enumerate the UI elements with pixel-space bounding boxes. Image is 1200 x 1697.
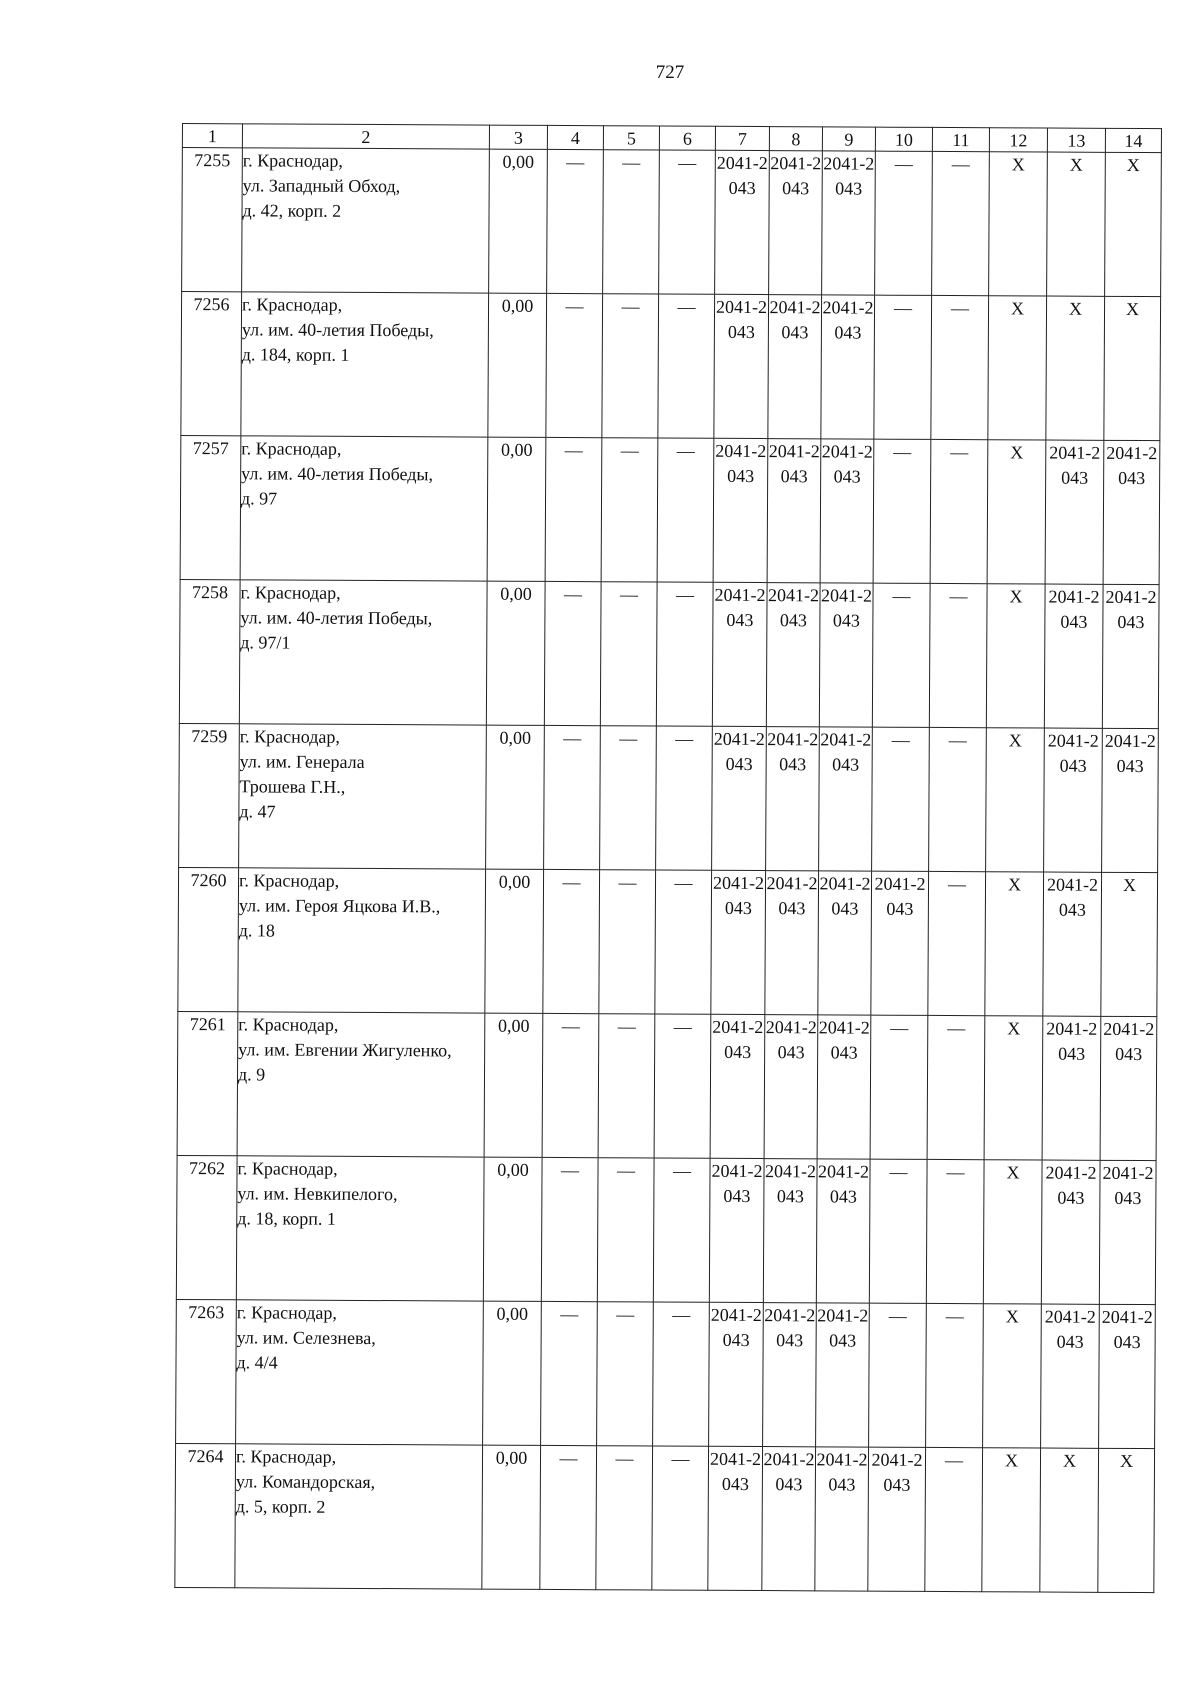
value-cell: 2041-2043 xyxy=(766,727,820,871)
address-line: д. 97 xyxy=(240,488,278,509)
address-line: ул. им. 40-летия Победы, xyxy=(241,463,434,485)
value-cell: — xyxy=(659,150,716,294)
value-cell: — xyxy=(929,583,987,727)
value-cell: — xyxy=(542,1013,599,1157)
address-line: г. Краснодар, xyxy=(240,582,341,603)
address-line: д. 5, корп. 2 xyxy=(235,1496,326,1517)
row-number: 7258 xyxy=(179,579,240,723)
value-cell: — xyxy=(925,1447,983,1591)
value-cell: — xyxy=(931,295,989,439)
address-cell xyxy=(239,580,487,725)
column-header: 9 xyxy=(822,127,875,151)
value-cell: Х xyxy=(987,440,1046,584)
column-header: 11 xyxy=(932,127,989,151)
address-line: г. Краснодар, xyxy=(241,438,342,459)
row-number: 7263 xyxy=(176,1299,237,1443)
value-cell: 2041-2043 xyxy=(769,151,823,295)
value-cell: — xyxy=(546,293,603,437)
value-cell: 0,00 xyxy=(482,1445,541,1589)
value-cell: 2041-2043 xyxy=(816,1303,870,1447)
value-cell: — xyxy=(929,727,987,871)
address-line: г. Краснодар, xyxy=(239,726,340,747)
address-line: ул. им. Селезнева, xyxy=(236,1327,376,1349)
value-cell: 2041-2043 xyxy=(1102,584,1159,728)
value-cell: 2041-2043 xyxy=(709,1158,764,1302)
value-cell: — xyxy=(875,151,933,295)
value-cell: — xyxy=(873,439,931,583)
address-cell xyxy=(235,1444,483,1589)
table-row xyxy=(180,435,1160,584)
row-number: 7260 xyxy=(178,867,239,1011)
value-cell: 2041-2043 xyxy=(715,150,770,294)
register-table xyxy=(174,123,1162,1593)
value-cell: 2041-2043 xyxy=(767,439,821,583)
value-cell: 2041-2043 xyxy=(1099,1160,1156,1304)
value-cell: 2041-2043 xyxy=(868,1447,926,1591)
value-cell: — xyxy=(601,438,658,582)
address-line: ул. им. Генерала xyxy=(239,751,365,772)
value-cell: 2041-2043 xyxy=(821,295,875,439)
value-cell: 2041-2043 xyxy=(1100,1016,1157,1160)
value-cell: — xyxy=(870,1015,928,1159)
value-cell: 2041-2043 xyxy=(819,583,873,727)
column-header: 3 xyxy=(489,125,547,149)
value-cell: — xyxy=(540,1445,597,1589)
value-cell: — xyxy=(872,727,930,871)
value-cell: 2041-2043 xyxy=(1044,728,1103,872)
value-cell: 0,00 xyxy=(483,1301,542,1445)
address-line: г. Краснодар, xyxy=(235,1446,337,1467)
row-number: 7257 xyxy=(180,435,241,579)
value-cell: — xyxy=(600,726,657,870)
value-cell: 2041-2043 xyxy=(712,726,767,870)
address-line: д. 184, корп. 1 xyxy=(241,344,350,365)
value-cell: — xyxy=(874,295,932,439)
row-number: 7256 xyxy=(181,292,242,436)
value-cell: Х xyxy=(1101,872,1158,1016)
address-cell xyxy=(240,436,488,581)
value-cell: 2041-2043 xyxy=(763,1303,817,1447)
address-line: г. Краснодар, xyxy=(237,1158,338,1179)
value-cell: 2041-2043 xyxy=(819,727,873,871)
column-header: 7 xyxy=(715,126,769,150)
value-cell: — xyxy=(597,1302,654,1446)
table-body xyxy=(175,148,1162,1593)
column-header: 13 xyxy=(1047,128,1105,152)
value-cell: 2041-2043 xyxy=(763,1159,817,1303)
row-number: 7264 xyxy=(175,1443,236,1587)
value-cell: 0,00 xyxy=(484,1013,543,1157)
value-cell: — xyxy=(927,1015,985,1159)
value-cell: 0,00 xyxy=(487,437,546,581)
address-line: ул. им. 40-летия Победы, xyxy=(240,607,433,629)
table-row xyxy=(177,1011,1157,1160)
value-cell: — xyxy=(599,870,656,1014)
column-header: 5 xyxy=(603,126,659,150)
address-cell xyxy=(241,292,489,437)
address-cell xyxy=(236,1156,484,1301)
address-cell xyxy=(238,868,486,1013)
column-header: 12 xyxy=(989,128,1047,152)
value-cell: 2041-2043 xyxy=(708,1446,763,1590)
value-cell: — xyxy=(544,725,601,869)
value-cell: 2041-2043 xyxy=(714,294,769,438)
row-number: 7262 xyxy=(176,1155,237,1299)
address-line: ул. им. Невкипелого, xyxy=(237,1183,398,1205)
column-header: 10 xyxy=(875,127,932,151)
column-header: 2 xyxy=(242,124,489,149)
value-cell: — xyxy=(657,438,714,582)
value-cell: 2041-2043 xyxy=(816,1159,870,1303)
value-cell: — xyxy=(547,149,604,293)
value-cell: — xyxy=(872,583,930,727)
value-cell: — xyxy=(598,1014,655,1158)
value-cell: 2041-2043 xyxy=(765,871,819,1015)
address-line: д. 97/1 xyxy=(240,632,291,653)
address-line: д. 47 xyxy=(239,801,276,822)
value-cell: 0,00 xyxy=(486,725,545,869)
row-number: 7259 xyxy=(179,723,240,867)
table-row xyxy=(178,867,1158,1016)
column-header: 4 xyxy=(547,125,603,149)
address-line: ул. им. Евгении Жигуленко, xyxy=(238,1039,452,1061)
value-cell: 2041-2043 xyxy=(1041,1160,1100,1304)
address-line: г. Краснодар, xyxy=(238,870,340,891)
column-header: 1 xyxy=(182,124,242,148)
column-header: 14 xyxy=(1105,128,1161,152)
value-cell: 2041-2043 xyxy=(871,871,929,1015)
value-cell: 2041-2043 xyxy=(709,1302,764,1446)
value-cell: — xyxy=(655,870,712,1014)
value-cell: — xyxy=(597,1158,654,1302)
value-cell: — xyxy=(596,1446,653,1590)
address-cell xyxy=(236,1300,484,1445)
value-cell: Х xyxy=(983,1304,1042,1448)
value-cell: 2041-2043 xyxy=(711,870,766,1014)
value-cell: 2041-2043 xyxy=(818,871,872,1015)
value-cell: Х xyxy=(1104,296,1161,440)
value-cell: 2041-2043 xyxy=(762,1447,816,1591)
address-line: г. Краснодар, xyxy=(242,150,343,171)
row-number: 7261 xyxy=(177,1011,238,1155)
value-cell: 2041-2043 xyxy=(817,1015,871,1159)
value-cell: — xyxy=(545,437,602,581)
value-cell: 2041-2043 xyxy=(1043,872,1102,1016)
value-cell: — xyxy=(928,871,986,1015)
value-cell: — xyxy=(541,1301,598,1445)
value-cell: 0,00 xyxy=(483,1157,542,1301)
value-cell: — xyxy=(544,581,601,725)
address-line: ул. Западный Обход, xyxy=(242,175,401,197)
value-cell: Х xyxy=(1047,152,1106,296)
value-cell: — xyxy=(603,150,660,294)
page-number: 727 xyxy=(655,62,685,83)
address-cell xyxy=(239,724,487,869)
address-line: г. Краснодар, xyxy=(238,1014,339,1035)
table-row xyxy=(179,579,1159,728)
value-cell: — xyxy=(930,439,988,583)
value-cell: Х xyxy=(1046,296,1105,440)
value-cell: — xyxy=(869,1159,927,1303)
address-line: ул. им. Героя Яцкова И.В., xyxy=(238,895,441,917)
table-row xyxy=(181,292,1161,441)
value-cell: Х xyxy=(986,584,1045,728)
table-row xyxy=(176,1155,1156,1304)
value-cell: — xyxy=(600,582,657,726)
value-cell: 2041-2043 xyxy=(1042,1016,1101,1160)
value-cell: 2041-2043 xyxy=(1044,584,1103,728)
value-cell: Х xyxy=(982,1448,1041,1592)
value-cell: Х xyxy=(1105,152,1162,296)
value-cell: — xyxy=(869,1303,927,1447)
address-line: д. 42, корп. 2 xyxy=(242,200,342,221)
value-cell: Х xyxy=(985,872,1044,1016)
value-cell: — xyxy=(926,1159,984,1303)
value-cell: — xyxy=(656,726,713,870)
value-cell: 2041-2043 xyxy=(1103,440,1160,584)
table-row xyxy=(176,1299,1156,1448)
value-cell: 2041-2043 xyxy=(766,583,820,727)
table-row xyxy=(175,1443,1155,1592)
value-cell: 2041-2043 xyxy=(768,295,822,439)
value-cell: 0,00 xyxy=(485,869,544,1013)
address-line: г. Краснодар, xyxy=(241,294,343,315)
value-cell: Х xyxy=(986,728,1045,872)
value-cell: — xyxy=(541,1157,598,1301)
address-cell xyxy=(237,1012,485,1157)
address-line: ул. Командорская, xyxy=(235,1471,376,1493)
value-cell: 2041-2043 xyxy=(713,438,768,582)
value-cell: — xyxy=(653,1302,710,1446)
value-cell: 0,00 xyxy=(489,149,548,293)
column-header: 8 xyxy=(769,127,822,151)
value-cell: — xyxy=(926,1303,984,1447)
value-cell: 2041-2043 xyxy=(822,151,876,295)
value-cell: 2041-2043 xyxy=(710,1014,765,1158)
value-cell: Х xyxy=(1040,1448,1099,1592)
value-cell: Х xyxy=(1098,1448,1155,1592)
address-line: г. Краснодар, xyxy=(236,1302,337,1323)
table-row xyxy=(182,148,1162,297)
value-cell: 2041-2043 xyxy=(712,582,767,726)
value-cell: — xyxy=(652,1446,709,1590)
value-cell: — xyxy=(932,151,990,295)
address-line: Трошева Г.Н., xyxy=(239,776,346,797)
address-line: д. 9 xyxy=(237,1064,266,1085)
value-cell: 2041-2043 xyxy=(1045,440,1104,584)
value-cell: — xyxy=(656,582,713,726)
value-cell: 2041-2043 xyxy=(1102,728,1159,872)
value-cell: — xyxy=(658,294,715,438)
value-cell: 2041-2043 xyxy=(820,439,874,583)
address-line: ул. им. 40-летия Победы, xyxy=(241,319,434,341)
value-cell: 2041-2043 xyxy=(1041,1304,1100,1448)
address-line: д. 18, корп. 1 xyxy=(237,1208,336,1229)
table-row xyxy=(179,723,1159,872)
value-cell: 0,00 xyxy=(488,293,547,437)
address-line: д. 18 xyxy=(238,920,275,941)
value-cell: Х xyxy=(983,1160,1042,1304)
address-cell xyxy=(242,148,490,293)
value-cell: 2041-2043 xyxy=(1099,1304,1156,1448)
value-cell: Х xyxy=(989,152,1048,296)
column-header: 6 xyxy=(659,126,715,150)
value-cell: 2041-2043 xyxy=(815,1447,869,1591)
row-number: 7255 xyxy=(182,148,243,292)
value-cell: 0,00 xyxy=(486,581,545,725)
value-cell: — xyxy=(602,294,659,438)
value-cell: Х xyxy=(984,1016,1043,1160)
value-cell: — xyxy=(654,1014,711,1158)
value-cell: 2041-2043 xyxy=(764,1015,818,1159)
value-cell: — xyxy=(543,869,600,1013)
address-line: д. 4/4 xyxy=(236,1352,278,1373)
value-cell: Х xyxy=(988,296,1047,440)
value-cell: — xyxy=(653,1158,710,1302)
